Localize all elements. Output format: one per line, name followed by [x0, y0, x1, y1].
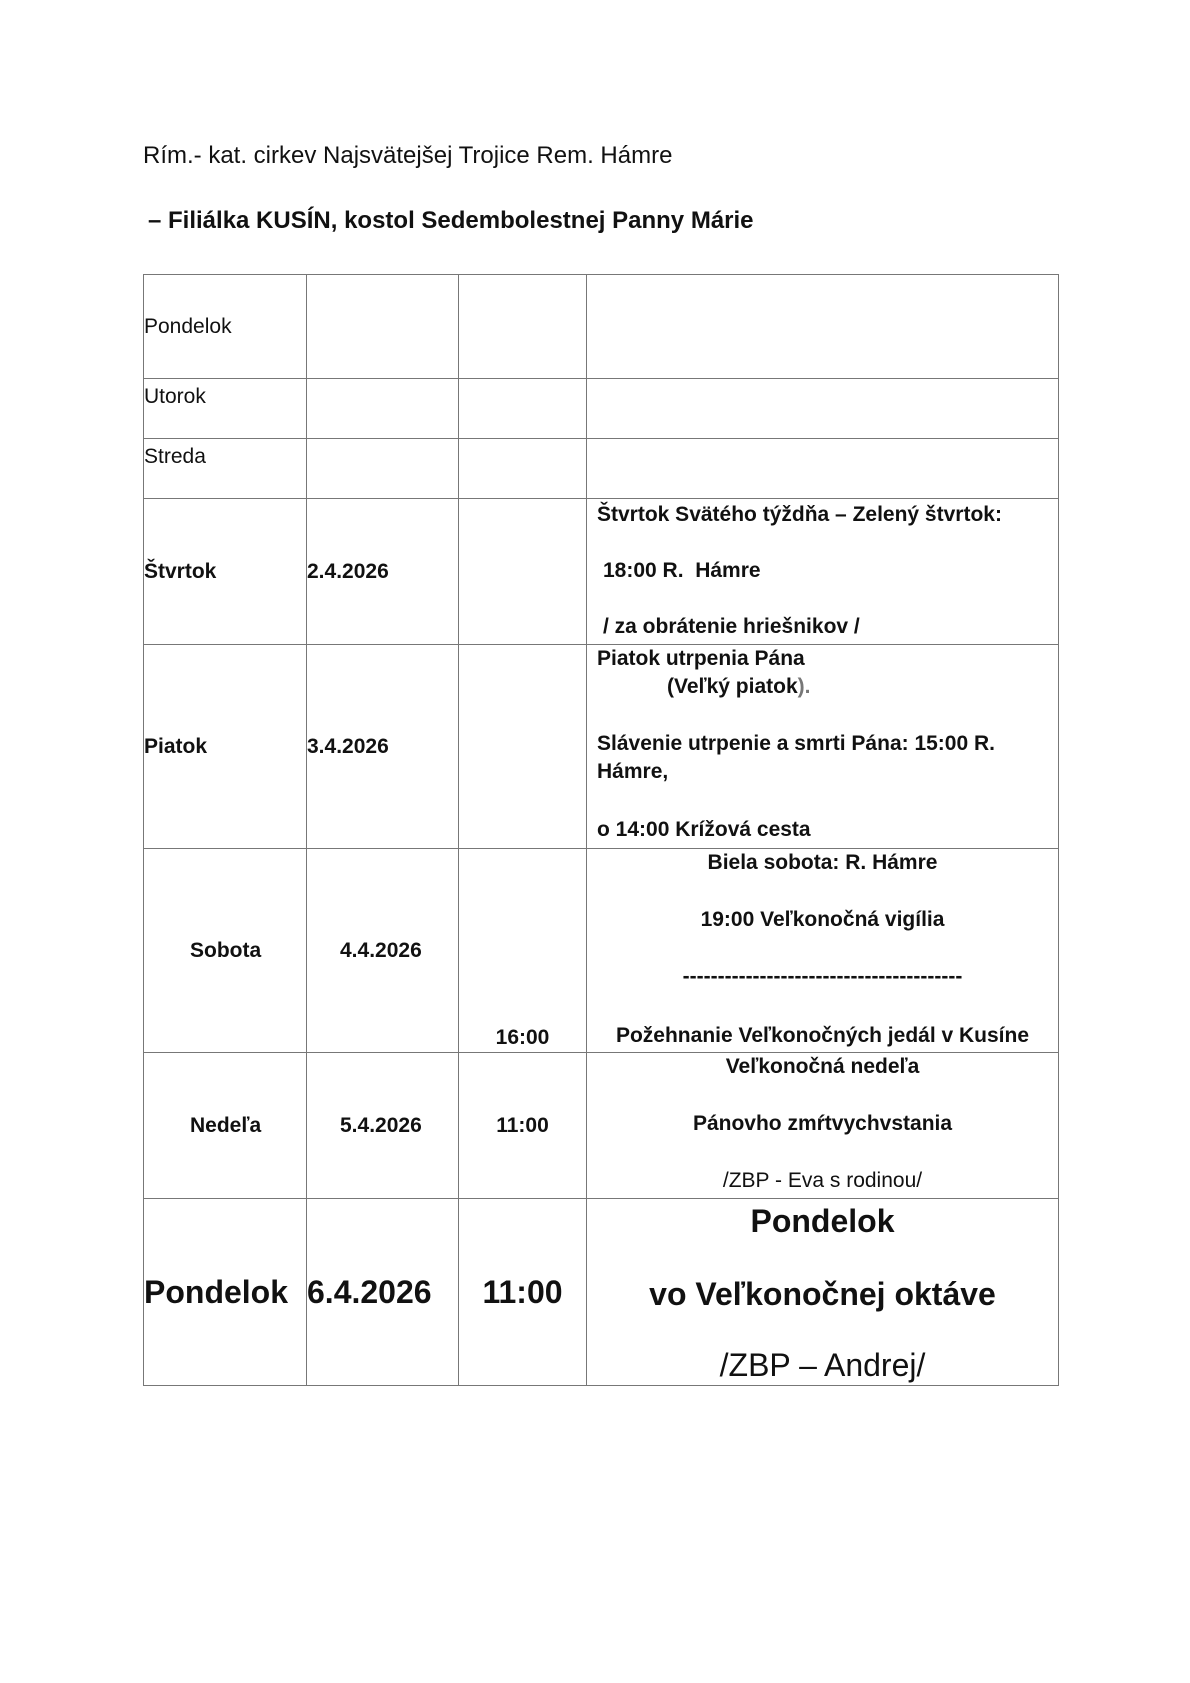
description-line: 18:00 R. Hámre [603, 559, 761, 582]
time-label: 11:00 [496, 1113, 549, 1137]
day-cell [144, 379, 307, 439]
day-label: Štvrtok [144, 559, 217, 583]
table-row [144, 439, 1059, 499]
table-row [144, 1199, 1059, 1386]
day-label: Pondelok [144, 314, 232, 338]
day-cell [144, 439, 307, 499]
table-row [144, 849, 1059, 1053]
description-line: Slávenie utrpenie a smrti Pána: 15:00 R. Hámre, [597, 732, 995, 783]
description-cell [587, 439, 1059, 499]
table-row [144, 499, 1059, 645]
date-label: 2.4.2026 [307, 559, 389, 583]
date-label: 3.4.2026 [307, 734, 389, 758]
description-line: vo Veľkonočnej oktáve [649, 1276, 996, 1312]
date-cell [307, 379, 459, 439]
description-cell [587, 379, 1059, 439]
time-label: 16:00 [495, 1026, 550, 1049]
time-cell [459, 379, 587, 439]
description-line: / za obrátenie hriešnikov / [603, 615, 860, 638]
time-cell [459, 499, 587, 645]
description-line: o 14:00 Krížová cesta [597, 818, 811, 841]
description-cell [587, 499, 1059, 645]
date-cell [307, 849, 459, 1053]
schedule-table [143, 274, 1059, 1386]
description-text: (Veľký piatok [667, 675, 798, 698]
description-line: Veľkonočná nedeľa [725, 1055, 920, 1078]
date-cell [307, 645, 459, 849]
description-cell [587, 275, 1059, 379]
day-label: Sobota [190, 938, 262, 962]
separator-line: ---------------------------------------- [682, 965, 963, 988]
day-cell [144, 1053, 307, 1199]
description-line: Pondelok [750, 1203, 895, 1239]
description-punct: ). [797, 675, 811, 698]
description-line: Štvrtok Svätého týždňa – Zelený štvrtok: [597, 503, 1002, 526]
date-cell [307, 1199, 459, 1386]
day-cell [144, 499, 307, 645]
time-cell [459, 645, 587, 849]
time-label: 11:00 [482, 1273, 563, 1310]
date-cell [307, 439, 459, 499]
date-label: 6.4.2026 [307, 1273, 432, 1310]
day-cell [144, 1199, 307, 1386]
time-cell [459, 1053, 587, 1199]
time-cell [459, 849, 587, 1053]
day-cell [144, 275, 307, 379]
description-line: Piatok utrpenia Pána [597, 647, 805, 670]
time-cell [459, 439, 587, 499]
day-cell [144, 645, 307, 849]
parish-title: Rím.- kat. cirkev Najsvätejšej Trojice Rem. Hámre [143, 142, 673, 169]
description-cell [587, 1053, 1059, 1199]
description-line: Biela sobota: R. Hámre [707, 851, 938, 874]
table-row [144, 645, 1059, 849]
time-cell [459, 1199, 587, 1386]
day-label: Piatok [144, 734, 208, 758]
description-line: 19:00 Veľkonočná vigília [700, 908, 945, 931]
date-cell [307, 275, 459, 379]
table-row [144, 379, 1059, 439]
day-label: Pondelok [144, 1273, 289, 1310]
description-cell [587, 645, 1059, 849]
description-line: /ZBP – Andrej/ [719, 1347, 926, 1383]
branch-title: – Filiálka KUSÍN, kostol Sedembolestnej Panny Márie [148, 207, 754, 234]
table-row [144, 275, 1059, 379]
table-row [144, 1053, 1059, 1199]
time-cell [459, 275, 587, 379]
description-line: Pánovho zmŕtvychvstania [692, 1112, 953, 1135]
date-cell [307, 1053, 459, 1199]
day-label: Utorok [144, 385, 206, 408]
description-cell [587, 849, 1059, 1053]
description-line [597, 673, 1058, 701]
date-cell [307, 499, 459, 645]
description-cell [587, 1199, 1059, 1386]
date-label: 5.4.2026 [340, 1113, 422, 1137]
date-label: 4.4.2026 [340, 938, 422, 962]
day-label: Streda [144, 445, 206, 468]
description-line: /ZBP - Eva s rodinou/ [722, 1169, 923, 1192]
day-cell [144, 849, 307, 1053]
description-line: Požehnanie Veľkonočných jedál v Kusíne [615, 1024, 1030, 1047]
day-label: Nedeľa [190, 1113, 262, 1137]
